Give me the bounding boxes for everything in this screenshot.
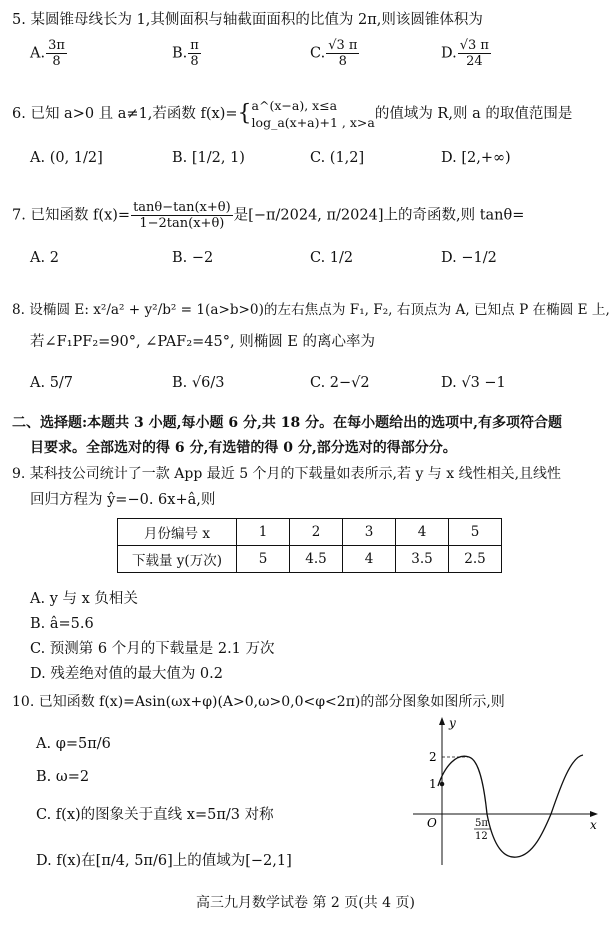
origin-label: O xyxy=(427,816,437,830)
q8-option-d: D. √3 −1 xyxy=(441,375,506,391)
q7-option-d: D. −1/2 xyxy=(441,250,497,266)
table-cell: 1 xyxy=(237,519,290,546)
q5-option-b: B. $\frac{\pi}{8}$ xyxy=(172,38,199,69)
q9-option-c: C. 预测第 6 个月的下载量是 2.1 万次 xyxy=(30,641,275,657)
table-cell: 4 xyxy=(396,519,449,546)
table-cell: 2.5 xyxy=(449,546,502,573)
q8-option-c: C. 2−√2 xyxy=(310,375,370,391)
q10-option-c: C. f(x)的图象关于直线 x=5π/3 对称 xyxy=(36,807,274,823)
table-cell: 3.5 xyxy=(396,546,449,573)
q6-option-b: B. [1/2, 1) xyxy=(172,150,245,166)
q9-stem-line2: 回归方程为 ŷ=−0. 6x+â,则 xyxy=(30,492,216,508)
q7-stem: 7. 已知函数 f(x)= $\frac{\tan\theta-\tan(x+\theta)}{1-2\tan(x+\theta)}$ 是[−π/2024, π/2024]上的奇函数,则 tanθ= xyxy=(12,200,525,231)
q10-option-a: A. φ=5π/6 xyxy=(36,736,111,752)
x-axis-arrow xyxy=(590,811,598,817)
download-table xyxy=(117,518,502,573)
y-tick-1: 1 xyxy=(429,777,437,791)
q7-option-a: A. 2 xyxy=(30,250,59,266)
q8-stem-line1: 8. 设椭圆 E: x²/a² + y²/b² = 1(a>b>0)的左右焦点为 F₁, F₂, 右顶点为 A, 已知点 P 在椭圆 E 上, xyxy=(12,302,610,318)
q9-option-a: A. y 与 x 负相关 xyxy=(30,591,138,607)
q8-stem-line2: 若∠F₁PF₂=90°, ∠PAF₂=45°, 则椭圆 E 的离心率为 xyxy=(30,334,376,350)
q9-option-b: B. â=5.6 xyxy=(30,616,94,632)
q6-stem: 6. 已知 a>0 且 a≠1,若函数 f(x)={a^(x−a), x≤a log_a(x+a)+1 , x>a的值域为 R,则 a 的取值范围是 xyxy=(12,98,573,130)
q9-option-d: D. 残差绝对值的最大值为 0.2 xyxy=(30,666,223,682)
table-cell: 5 xyxy=(237,546,290,573)
table-cell: 5 xyxy=(449,519,502,546)
y-intercept-point xyxy=(440,782,445,787)
table-row xyxy=(118,519,502,546)
y-tick-2: 2 xyxy=(429,750,437,764)
section2-heading-line2: 目要求。全部选对的得 6 分,有选错的得 0 分,部分选对的得部分分。 xyxy=(30,440,457,456)
q6-option-d: D. [2,+∞) xyxy=(441,150,511,166)
q5-option-c: C. $\frac{√3 \pi}{8}$ xyxy=(310,38,358,69)
q5-stem: 5. 某圆锥母线长为 1,其侧面积与轴截面面积的比值为 2π,则该圆锥体积为 xyxy=(12,12,483,28)
q6-option-a: A. (0, 1/2] xyxy=(30,150,103,166)
table-cell: 4 xyxy=(343,546,396,573)
y-axis-label: y xyxy=(449,716,456,730)
sine-curve xyxy=(438,755,583,857)
q7-option-c: C. 1/2 xyxy=(310,250,354,266)
y-axis-arrow xyxy=(439,717,445,725)
q10-stem: 10. 已知函数 f(x)=Asin(ωx+φ)(A>0,ω>0,0<φ<2π)的部分图象如图所示,则 xyxy=(12,694,505,710)
q9-stem-line1: 9. 某科技公司统计了一款 App 最近 5 个月的下载量如表所示,若 y 与 x 线性相关,且线性 xyxy=(12,466,562,482)
q7-option-b: B. −2 xyxy=(172,250,214,266)
x-axis-label: x xyxy=(590,818,597,832)
q5-option-d: D. $\frac{√3 \pi}{24}$ xyxy=(441,38,489,69)
q6-option-c: C. (1,2] xyxy=(310,150,365,166)
q10-option-d: D. f(x)在[π/4, 5π/6]上的值域为[−2,1] xyxy=(36,853,292,869)
table-cell: 2 xyxy=(290,519,343,546)
table-header-cell: 月份编号 x xyxy=(118,519,237,546)
table-cell: 3 xyxy=(343,519,396,546)
table-cell: 4.5 xyxy=(290,546,343,573)
sine-graph xyxy=(405,715,600,870)
q8-option-a: A. 5/7 xyxy=(30,375,74,391)
x-tick-numerator: 5π xyxy=(475,818,488,829)
table-row xyxy=(118,546,502,573)
page-footer: 高三九月数学试卷 第 2 页(共 4 页) xyxy=(196,895,415,911)
table-header-cell: 下载量 y(万次) xyxy=(118,546,237,573)
q8-option-b: B. √6/3 xyxy=(172,375,225,391)
section2-heading-line1: 二、选择题:本题共 3 小题,每小题 6 分,共 18 分。在每小题给出的选项中,有多项符合题 xyxy=(12,415,562,431)
q10-option-b: B. ω=2 xyxy=(36,769,90,785)
q5-option-a: A. $\frac{3\pi}{8}$ xyxy=(30,38,65,69)
x-tick-denominator: 12 xyxy=(475,831,488,842)
